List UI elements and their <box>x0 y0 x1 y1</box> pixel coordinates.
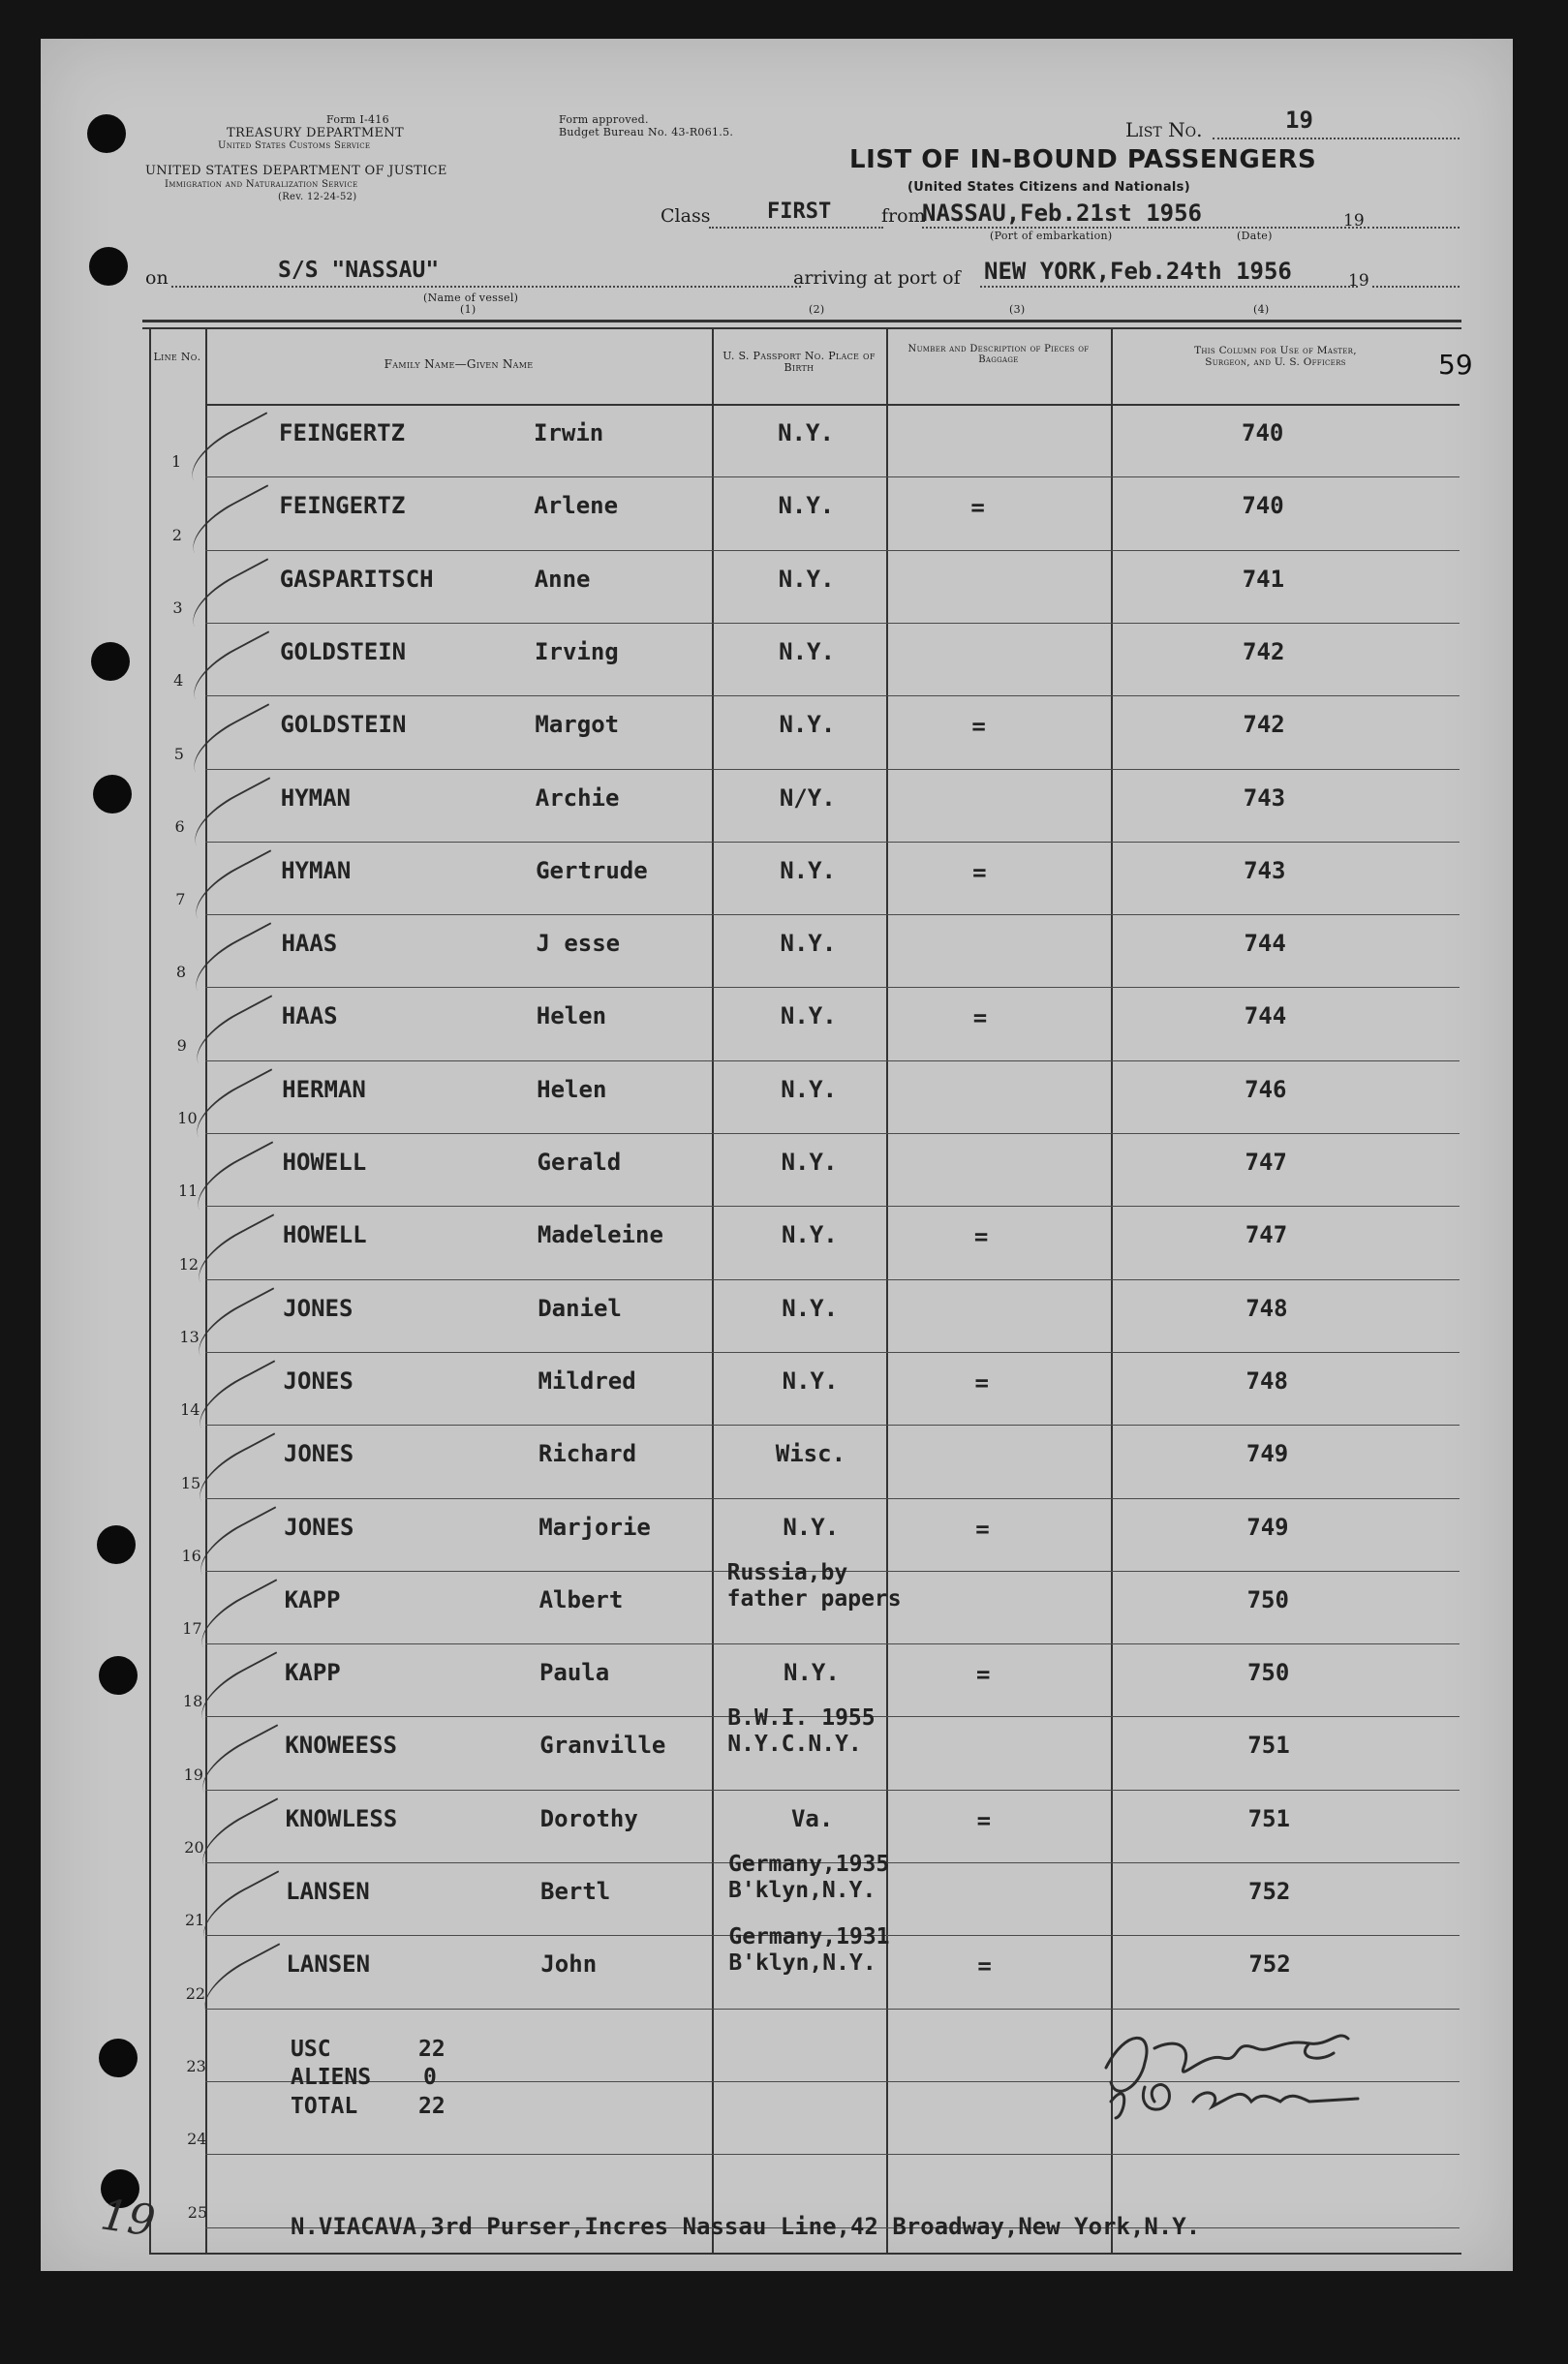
baggage-ditto: = <box>976 1806 992 1834</box>
birth-place: N.Y. <box>783 1513 840 1541</box>
arriving-label: arriving at port of <box>793 267 961 289</box>
binder-hole-icon <box>99 1656 138 1695</box>
line-number: 8 <box>175 963 187 982</box>
family-name: JONES <box>283 1440 354 1468</box>
col2-num: (2) <box>809 303 825 316</box>
given-name: John <box>540 1950 598 1979</box>
birth-place: N.Y. <box>781 1075 838 1103</box>
line-number: 15 <box>180 1473 201 1492</box>
class-value: FIRST <box>767 200 832 224</box>
row-rule <box>205 2154 1460 2155</box>
officer-number: 749 <box>1245 1440 1289 1468</box>
birth-place: N.Y. <box>780 1002 837 1030</box>
baggage-ditto: = <box>971 713 986 741</box>
row-rule <box>205 695 1460 696</box>
check-mark-icon <box>186 1068 292 1153</box>
check-mark-icon <box>181 412 288 497</box>
birth-place: N.Y. <box>782 1294 839 1322</box>
binder-hole-icon <box>87 114 126 153</box>
birth-place: N.Y. <box>781 1221 838 1249</box>
line-number: 2 <box>171 525 182 544</box>
line-number: 4 <box>173 671 184 691</box>
line-number: 13 <box>179 1327 200 1346</box>
row-rule <box>205 769 1460 770</box>
line-number: 17 <box>182 1619 202 1639</box>
row-rule <box>205 987 1460 988</box>
given-name: Gertrude <box>536 856 648 884</box>
line-number: 6 <box>174 816 185 836</box>
given-name: Marjorie <box>538 1513 651 1541</box>
baggage-ditto: = <box>973 1223 989 1251</box>
family-name: JONES <box>283 1294 354 1322</box>
year-suffix: 19 <box>1343 211 1365 230</box>
given-name: Irwin <box>534 419 604 446</box>
birth-place-note: B.W.I. 1955 <box>727 1705 876 1732</box>
given-name: Anne <box>534 565 591 593</box>
family-name: HYMAN <box>280 783 351 812</box>
given-name: Granville <box>539 1732 666 1760</box>
check-mark-icon <box>188 1287 294 1372</box>
officer-signature <box>1087 2010 1455 2126</box>
family-name: GOLDSTEIN <box>280 711 407 739</box>
birth-place-note: Germany,1935 <box>728 1852 890 1877</box>
vessel-name: S/S "NASSAU" <box>278 258 440 283</box>
family-name: LANSEN <box>286 1878 370 1905</box>
birth-place: N/Y. <box>779 783 836 812</box>
line-number: 19 <box>183 1765 203 1784</box>
check-mark-icon <box>183 703 290 788</box>
baggage-ditto: = <box>974 1368 989 1397</box>
binder-hole-icon <box>89 247 128 286</box>
check-mark-icon <box>185 849 292 935</box>
line-number: 18 <box>182 1692 203 1711</box>
from-label: from <box>881 205 926 227</box>
officer-number: 748 <box>1245 1294 1288 1322</box>
binder-hole-icon <box>93 775 132 814</box>
port-embark-caption: (Port of embarkation) <box>990 230 1113 242</box>
binder-hole-icon <box>99 2039 138 2077</box>
binder-hole-icon <box>97 1525 136 1564</box>
given-name: Irving <box>535 637 619 665</box>
row-rule <box>205 1133 1460 1134</box>
header-passport: U. S. Passport No. Place of Birth <box>723 350 876 375</box>
officer-number: 742 <box>1243 637 1285 665</box>
line-number: 10 <box>177 1109 198 1127</box>
family-name: KAPP <box>284 1585 341 1613</box>
binder-hole-icon <box>91 642 130 681</box>
given-name: Arlene <box>534 492 619 520</box>
given-name: Mildred <box>538 1366 636 1395</box>
officer-number: 741 <box>1242 565 1285 593</box>
family-name: GASPARITSCH <box>279 565 434 593</box>
from-value: NASSAU,Feb.21st 1956 <box>922 200 1202 227</box>
total-value: 22 <box>418 2094 446 2119</box>
line-number: 14 <box>180 1400 200 1420</box>
list-no-label: List No. <box>1125 118 1203 141</box>
usc-label: USC <box>291 2037 331 2062</box>
family-name: JONES <box>283 1366 354 1395</box>
officer-number: 742 <box>1243 711 1285 739</box>
line-number: 12 <box>178 1254 200 1274</box>
family-name: FEINGERTZ <box>279 419 406 446</box>
officer-number: 750 <box>1246 1659 1290 1687</box>
purser-line: N.VIACAVA,3rd Purser,Incres Nassau Line,42 Broadway,New York,N.Y. <box>291 2213 1201 2240</box>
usc-value: 22 <box>418 2037 446 2062</box>
treasury-dept: TREASURY DEPARTMENT <box>227 126 404 140</box>
officer-number: 740 <box>1242 492 1284 520</box>
line-number: 11 <box>178 1182 199 1201</box>
page-number: 59 <box>1438 349 1473 381</box>
check-mark-icon <box>194 1944 300 2029</box>
line-number: 22 <box>185 1983 206 2003</box>
officer-number: 747 <box>1245 1149 1287 1176</box>
on-label: on <box>145 267 169 289</box>
check-mark-icon <box>186 996 292 1081</box>
given-name: Daniel <box>538 1294 622 1322</box>
row-rule <box>205 1060 1460 1061</box>
form-number: Form I-416 <box>326 113 389 126</box>
customs-service: United States Customs Service <box>218 140 371 151</box>
birth-place: Wisc. <box>775 1440 846 1468</box>
birth-place: N.Y. <box>781 1149 838 1176</box>
page-title: LIST OF IN-BOUND PASSENGERS <box>849 145 1317 174</box>
check-mark-icon <box>185 922 292 1007</box>
given-name: Margot <box>535 711 620 739</box>
family-name: KNOWLESS <box>285 1804 398 1832</box>
row-rule <box>205 1643 1460 1644</box>
birth-place-note: Germany,1931 <box>728 1924 890 1950</box>
officer-number: 752 <box>1248 1950 1291 1979</box>
revision-label: (Rev. 12-24-52) <box>278 192 357 202</box>
line-number: 20 <box>184 1838 204 1857</box>
baggage-ditto: = <box>975 1515 990 1543</box>
row-rule <box>205 1425 1460 1426</box>
birth-place: father papers <box>726 1585 902 1612</box>
line-number: 25 <box>187 2202 208 2222</box>
col3-num: (3) <box>1009 303 1026 316</box>
family-name: HYMAN <box>281 856 352 884</box>
officer-number: 751 <box>1247 1804 1290 1832</box>
line-number: 3 <box>172 598 183 617</box>
officer-number: 743 <box>1243 783 1286 812</box>
doj-label: UNITED STATES DEPARTMENT OF JUSTICE <box>145 164 447 178</box>
given-name: Helen <box>537 1075 607 1103</box>
check-mark-icon <box>182 558 289 643</box>
family-name: HOWELL <box>282 1221 367 1249</box>
officer-number: 751 <box>1247 1732 1290 1760</box>
officer-number: 750 <box>1246 1585 1289 1613</box>
officer-number: 743 <box>1244 856 1286 884</box>
officer-number: 752 <box>1248 1878 1291 1905</box>
given-name: Helen <box>536 1002 607 1030</box>
given-name: Gerald <box>537 1149 622 1176</box>
baggage-ditto: = <box>972 1004 988 1032</box>
margin-note: 19 <box>97 2190 159 2247</box>
line-number: 21 <box>185 1911 205 1930</box>
header-name: Family Name—Given Name <box>384 357 534 371</box>
col4-num: (4) <box>1253 303 1270 316</box>
check-mark-icon <box>188 1214 294 1300</box>
given-name: Madeleine <box>537 1221 663 1249</box>
line-number: 1 <box>171 452 182 472</box>
row-rule <box>205 623 1460 624</box>
vessel-col-num: (1) <box>460 303 477 316</box>
birth-place-note: Russia,by <box>726 1559 848 1585</box>
family-name: KAPP <box>284 1659 341 1687</box>
given-name: Archie <box>535 783 620 812</box>
arriving-value: NEW YORK,Feb.24th 1956 <box>984 258 1292 285</box>
row-rule <box>205 842 1460 843</box>
family-name: LANSEN <box>286 1950 371 1979</box>
header-officers: This Column for Use of Master, Surgeon, and U. S. Officers <box>1194 345 1357 368</box>
family-name: JONES <box>284 1513 354 1541</box>
birth-place: N.Y. <box>784 1659 840 1687</box>
given-name: J esse <box>536 930 621 958</box>
officer-number: 748 <box>1245 1366 1288 1395</box>
line-number: 23 <box>186 2056 206 2075</box>
baggage-ditto: = <box>970 494 985 522</box>
year-suffix-2: 19 <box>1348 271 1369 291</box>
family-name: HAAS <box>281 930 338 958</box>
header-line-no: Line No. <box>153 351 201 363</box>
birth-place: N.Y. <box>782 1366 839 1395</box>
officer-number: 740 <box>1242 419 1284 446</box>
budget-bureau: Budget Bureau No. 43-R061.5. <box>559 126 734 138</box>
birth-place: N.Y. <box>778 565 835 593</box>
row-rule <box>205 1279 1460 1280</box>
birth-place: N.Y. <box>778 492 835 520</box>
birth-place: B'klyn,N.Y. <box>728 1878 876 1903</box>
given-name: Paula <box>538 1659 610 1687</box>
birth-place: B'klyn,N.Y. <box>728 1950 876 1977</box>
row-rule <box>205 1352 1460 1353</box>
baggage-ditto: = <box>972 858 987 886</box>
family-name: KNOWEESS <box>285 1732 397 1760</box>
check-mark-icon <box>182 485 289 570</box>
form-approved: Form approved. <box>559 113 649 126</box>
line-number: 16 <box>181 1546 201 1565</box>
check-mark-icon <box>184 777 291 862</box>
line-number: 5 <box>173 744 184 763</box>
given-name: Bertl <box>540 1878 611 1905</box>
given-name: Richard <box>538 1440 637 1468</box>
family-name: HOWELL <box>282 1149 367 1176</box>
line-number: 9 <box>176 1035 187 1055</box>
ins-label: Immigration and Naturalization Service <box>165 179 358 190</box>
check-mark-icon <box>192 1725 298 1810</box>
birth-place: Va. <box>790 1804 834 1832</box>
row-rule <box>205 476 1460 477</box>
officer-number: 746 <box>1245 1075 1287 1103</box>
officer-number: 744 <box>1244 1002 1287 1030</box>
class-label: Class <box>661 205 711 227</box>
check-mark-icon <box>183 630 290 716</box>
check-mark-icon <box>187 1141 293 1226</box>
check-mark-icon <box>192 1797 298 1883</box>
row-rule <box>205 1206 1460 1207</box>
list-no-value: 19 <box>1285 107 1313 134</box>
birth-place: N.Y.C.N.Y. <box>727 1732 862 1758</box>
family-name: HAAS <box>281 1002 338 1030</box>
baggage-ditto: = <box>977 1952 992 1980</box>
baggage-ditto: = <box>975 1661 991 1689</box>
officer-number: 747 <box>1245 1221 1288 1249</box>
given-name: Dorothy <box>539 1804 638 1832</box>
vessel-caption: (Name of vessel) <box>423 292 519 304</box>
row-rule <box>205 1790 1460 1791</box>
birth-place: N.Y. <box>779 637 835 665</box>
total-label: TOTAL <box>291 2094 358 2119</box>
birth-place: N.Y. <box>780 930 837 958</box>
family-name: FEINGERTZ <box>279 492 406 520</box>
manifest-page <box>41 39 1513 2271</box>
line-number: 24 <box>187 2130 207 2149</box>
check-mark-icon <box>193 1870 299 1955</box>
row-rule <box>205 914 1460 915</box>
signature-time: 10 am <box>1251 2121 1255 2122</box>
line-number: 7 <box>175 890 186 909</box>
aliens-label: ALIENS <box>291 2065 372 2090</box>
page-subtitle: (United States Citizens and Nationals) <box>907 180 1190 195</box>
date-caption: (Date) <box>1237 230 1273 242</box>
family-name: HERMAN <box>282 1075 366 1103</box>
family-name: GOLDSTEIN <box>280 637 407 665</box>
officer-number: 749 <box>1246 1513 1289 1541</box>
birth-place: N.Y. <box>779 711 836 739</box>
given-name: Albert <box>538 1585 624 1613</box>
aliens-value: 0 <box>423 2065 437 2090</box>
header-baggage: Number and Description of Pieces of Baggage <box>907 344 1090 365</box>
row-rule <box>205 1498 1460 1499</box>
birth-place: N.Y. <box>778 419 834 446</box>
officer-number: 744 <box>1244 930 1286 958</box>
row-rule <box>205 550 1460 551</box>
birth-place: N.Y. <box>780 856 836 884</box>
